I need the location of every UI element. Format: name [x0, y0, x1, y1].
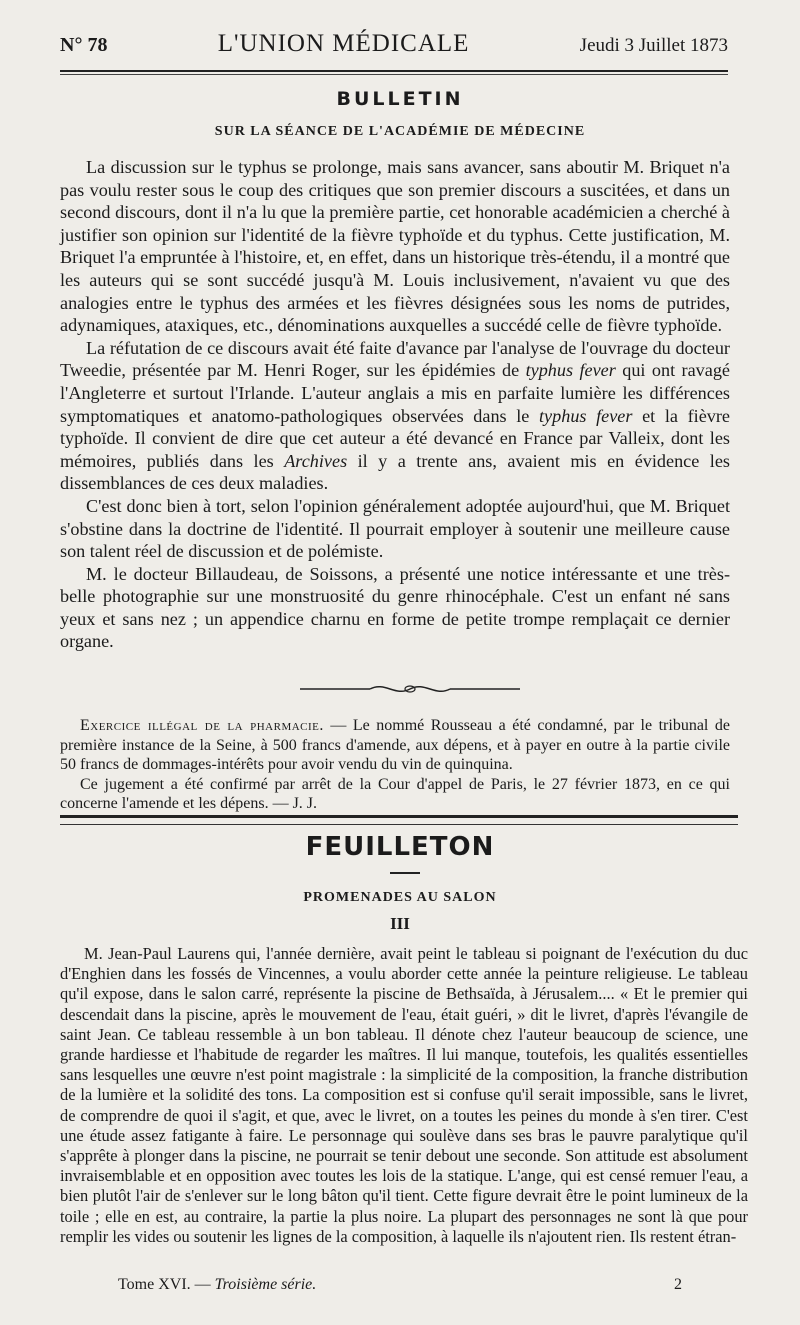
bulletin-body: [60, 156, 730, 653]
page-number: 2: [674, 1276, 682, 1293]
bulletin-subtitle: SUR LA SÉANCE DE L'ACADÉMIE DE MÉDECINE: [214, 124, 586, 139]
bulletin-paragraph-1: La discussion sur le typhus se prolonge, mais sans avancer, sans aboutir M. Briquet n'a pas voulu rester sous le coup des critiques que son premier discours a suscitées, et dans un second discours, dont il n'a lu que la première partie, cet honorable académicien a cherché à justifier son opinion sur l'identité de la fièvre typhoïde et du typhus. Cette justification, M. Briquet l'a empruntée à l'histoire, et, en effet, dans un historique très-étendu, il a montré que les auteurs qui se sont succédé jusqu'à M. Louis inclusivement, n'avaient vu que des analogies entre le typhus des armées et les fièvres désignées sous les noms de putrides, adynamiques, ataxiques, etc., dénominations auxquelles a succédé celle de fièvre typhoïde.: [60, 157, 730, 336]
header-rule: [60, 70, 728, 75]
issue-date: Jeudi 3 Juillet 1873: [579, 35, 728, 56]
feuilleton-part-numeral: III: [390, 914, 410, 933]
bulletin-paragraph-2: La réfutation de ce discours avait été faite d'avance par l'analyse de l'ouvrage du docteur Tweedie, présentée par M. Henri Roger, sur les épidémies de typhus fever qui ont ravagé l'Angleterre et surtout l'Irlande. L'auteur anglais a mis en parfaite lumière les différences symptomatiques et anatomo-pathologiques observées dans le typhus fever et la fièvre typhoïde. Il convient de dire que cet auteur a été devancé en France par Valleix, dont les mémoires, publiés dans les Archives il y a trente ans, avaient mis en évidence les dissemblances de ces deux maladies.: [60, 337, 730, 494]
feuilleton-rule: [60, 815, 738, 825]
bulletin-title: BULLETIN: [336, 88, 464, 110]
exercice-text: — Le nommé Rousseau a été condamné, par le tribunal de première instance de la Seine, à 500 francs d'amende, aux dépens, et à payer en outre à la partie civile 50 francs de dommages-intérêts pour avoir vendu du vin de quinquina.: [60, 717, 730, 773]
exercice-paragraph-2: Ce jugement a été confirmé par arrêt de la Cour d'appel de Paris, le 27 février 1873, en ce qui concerne l'amende et les dépens. — J. J.: [60, 775, 730, 812]
bulletin-paragraph-3: C'est donc bien à tort, selon l'opinion généralement adoptée aujourd'hui, que M. Briquet s'obstine dans la doctrine de l'identité. Il pourrait employer à soutenir une meilleure cause son talent réel de discussion et de polémiste.: [60, 495, 730, 562]
journal-title: L'UNION MÉDICALE: [217, 30, 470, 57]
feuilleton-subtitle: PROMENADES AU SALON: [303, 890, 497, 905]
feuilleton-body: [60, 944, 748, 1247]
feuilleton-title: FEUILLETON: [305, 832, 495, 862]
issue-number: N° 78: [60, 34, 108, 56]
page-footer: [118, 1276, 682, 1294]
page-header: [60, 30, 728, 64]
footer-series: Troisième série.: [214, 1276, 317, 1293]
footer-tome: Tome XVI. —: [118, 1276, 211, 1293]
ornament-divider: [300, 680, 520, 698]
exercice-illegal-section: [60, 716, 730, 814]
bulletin-paragraph-4: M. le docteur Billaudeau, de Soissons, a présenté une notice intéressante et une très-belle photographie sur une monstruosité du genre rhinocéphale. C'est un enfant né sans yeux et sans nez ; un appendice charnu en forme de petite trompe remplaçait ce dernier organe.: [60, 563, 730, 652]
feuilleton-paragraph: M. Jean-Paul Laurens qui, l'année dernière, avait peint le tableau si poignant de l'exécution du duc d'Enghien dans les fossés de Vincennes, a voulu aborder cette année la peinture religieuse. Le tableau qu'il expose, dans le salon carré, représente la piscine de Bethsaïda, à Jérusalem.... « Et le premier qui descendait dans la piscine, après le mouvement de l'eau, était guéri, » dit le livret, d'après l'évangile de saint Jean. Ce tableau ressemble à un bon tableau. Il dénote chez l'auteur beaucoup de science, une grande hardiesse et l'habitude de regarder les maîtres. Il lui manque, toutefois, les qualités essentielles sans lesquelles une œuvre n'est point magistrale : la simplicité de la composition, la franche distribution de la lumière et la solidité des tons. La composition est si confuse qu'il serait impossible, sans le livret, de comprendre de quoi il s'agit, et que, avec le livret, on a toutes les peines du monde à s'en tirer. C'est une étude assez fatigante à faire. Le personnage qui soulève dans ses bras le pauvre paralytique qu'il s'apprête à plonger dans la piscine, ne pourrait se tenir debout une seconde. Son attitude est absolument invraisemblable et en opposition avec toutes les lois de la statique. L'ange, qui est censé remuer l'eau, a bien plutôt l'air de s'enlever sur le long bâton qu'il tient. Cette figure devrait être le point lumineux de la toile ; elle en est, au contraire, la partie la plus noire. La plupart des personnages ne sont là que pour remplir les vides ou soutenir les lignes de la composition, à laquelle ils n'ajoutent rien. Ils restent étran-: [60, 944, 748, 1246]
feuilleton-title-rule: [390, 872, 420, 874]
exercice-heading: Exercice illégal de la pharmacie.: [80, 717, 324, 734]
